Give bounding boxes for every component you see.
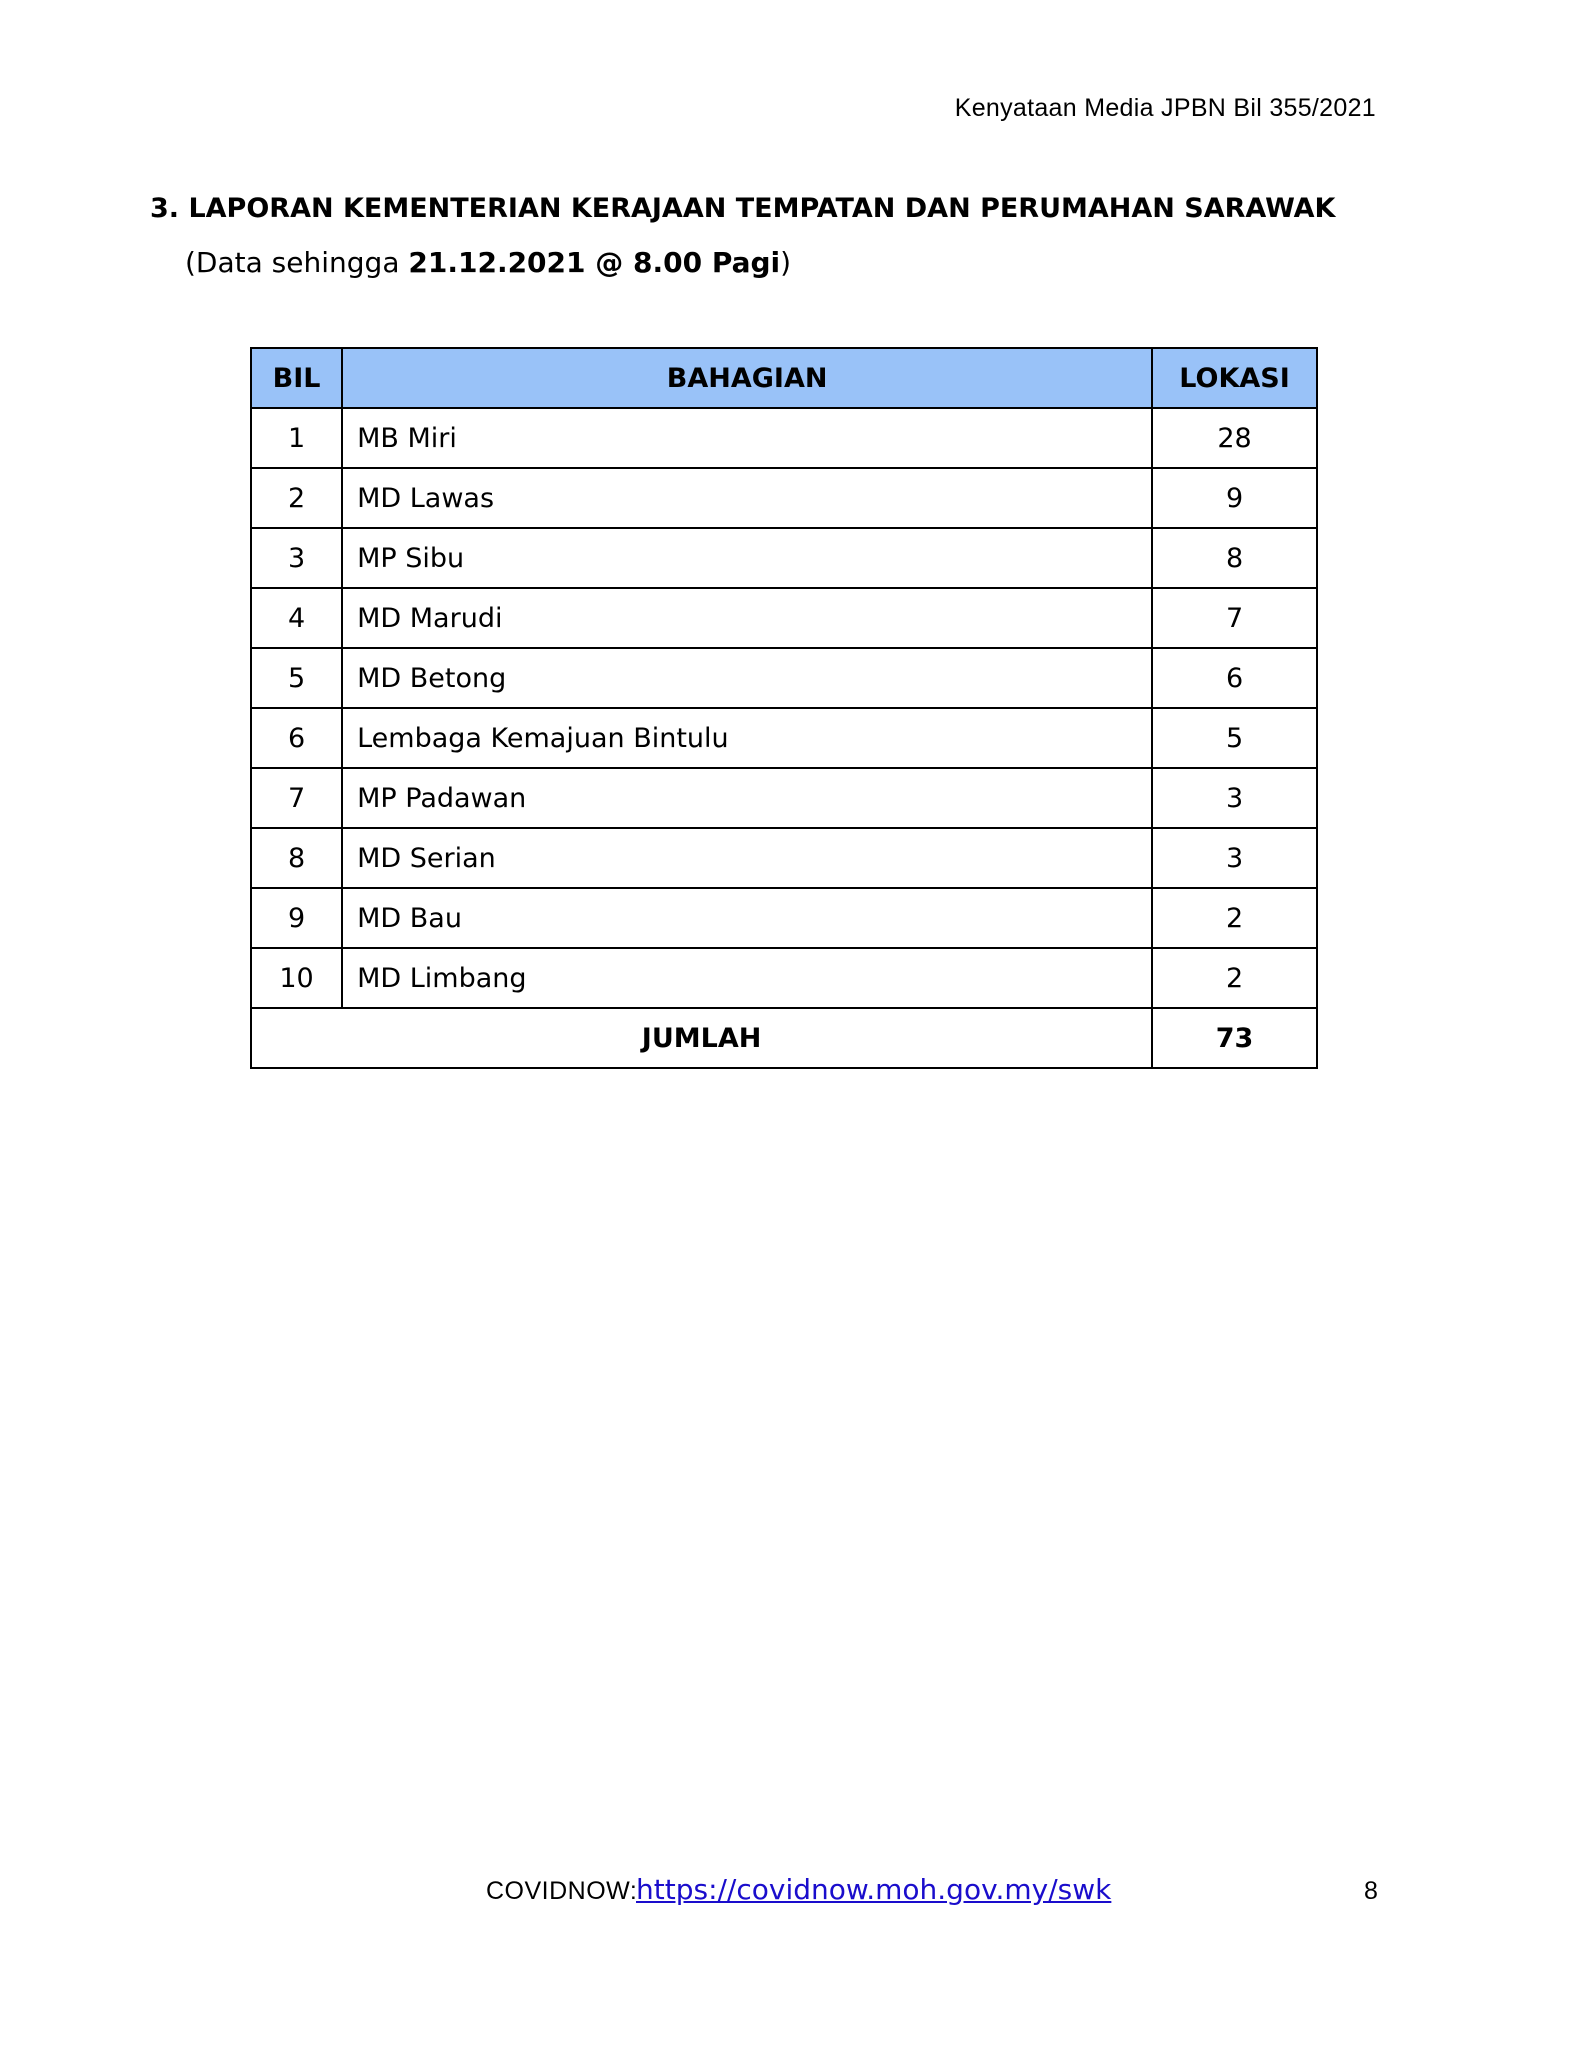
cell-bahagian: MD Lawas bbox=[342, 468, 1152, 528]
table-row bbox=[251, 828, 1317, 888]
cell-bahagian: MP Padawan bbox=[342, 768, 1152, 828]
cell-lokasi: 6 bbox=[1152, 648, 1317, 708]
cell-lokasi: 3 bbox=[1152, 828, 1317, 888]
page-footer bbox=[0, 1873, 1583, 1913]
cell-bil: 4 bbox=[251, 588, 342, 648]
cell-bil: 9 bbox=[251, 888, 342, 948]
location-table bbox=[250, 347, 1318, 1069]
section-subtitle bbox=[185, 246, 791, 279]
cell-bil: 3 bbox=[251, 528, 342, 588]
total-label: JUMLAH bbox=[251, 1008, 1152, 1068]
footer-label: COVIDNOW: bbox=[486, 1877, 638, 1905]
header-bil: BIL bbox=[251, 348, 342, 408]
total-value: 73 bbox=[1152, 1008, 1317, 1068]
cell-lokasi: 2 bbox=[1152, 888, 1317, 948]
covidnow-link[interactable]: https://covidnow.moh.gov.my/swk bbox=[636, 1873, 1112, 1906]
cell-bil: 5 bbox=[251, 648, 342, 708]
header-lokasi: LOKASI bbox=[1152, 348, 1317, 408]
cell-bil: 8 bbox=[251, 828, 342, 888]
document-reference: Kenyataan Media JPBN Bil 355/2021 bbox=[954, 94, 1376, 122]
table-total-row bbox=[251, 1008, 1317, 1068]
cell-lokasi: 7 bbox=[1152, 588, 1317, 648]
cell-bahagian: MP Sibu bbox=[342, 528, 1152, 588]
cell-bahagian: MD Betong bbox=[342, 648, 1152, 708]
cell-lokasi: 9 bbox=[1152, 468, 1317, 528]
table-row bbox=[251, 528, 1317, 588]
cell-bahagian: MD Limbang bbox=[342, 948, 1152, 1008]
table-row bbox=[251, 408, 1317, 468]
cell-bil: 1 bbox=[251, 408, 342, 468]
section-title: 3. LAPORAN KEMENTERIAN KERAJAAN TEMPATAN DAN PERUMAHAN SARAWAK bbox=[150, 193, 1336, 224]
cell-lokasi: 8 bbox=[1152, 528, 1317, 588]
cell-bil: 2 bbox=[251, 468, 342, 528]
table-row bbox=[251, 588, 1317, 648]
table-header-row bbox=[251, 348, 1317, 408]
header-bahagian: BAHAGIAN bbox=[342, 348, 1152, 408]
cell-bahagian: MD Marudi bbox=[342, 588, 1152, 648]
cell-bahagian: Lembaga Kemajuan Bintulu bbox=[342, 708, 1152, 768]
cell-bil: 7 bbox=[251, 768, 342, 828]
subtitle-prefix: (Data sehingga bbox=[185, 246, 409, 279]
table-row bbox=[251, 468, 1317, 528]
cell-lokasi: 5 bbox=[1152, 708, 1317, 768]
cell-bil: 10 bbox=[251, 948, 342, 1008]
cell-lokasi: 2 bbox=[1152, 948, 1317, 1008]
cell-bil: 6 bbox=[251, 708, 342, 768]
cell-lokasi: 3 bbox=[1152, 768, 1317, 828]
cell-lokasi: 28 bbox=[1152, 408, 1317, 468]
subtitle-suffix: ) bbox=[780, 246, 792, 279]
page-number: 8 bbox=[1364, 1877, 1378, 1905]
subtitle-date: 21.12.2021 @ 8.00 Pagi bbox=[408, 246, 781, 279]
cell-bahagian: MB Miri bbox=[342, 408, 1152, 468]
table-row bbox=[251, 648, 1317, 708]
cell-bahagian: MD Serian bbox=[342, 828, 1152, 888]
table-row bbox=[251, 708, 1317, 768]
table-row bbox=[251, 768, 1317, 828]
cell-bahagian: MD Bau bbox=[342, 888, 1152, 948]
table-row bbox=[251, 948, 1317, 1008]
table-row bbox=[251, 888, 1317, 948]
